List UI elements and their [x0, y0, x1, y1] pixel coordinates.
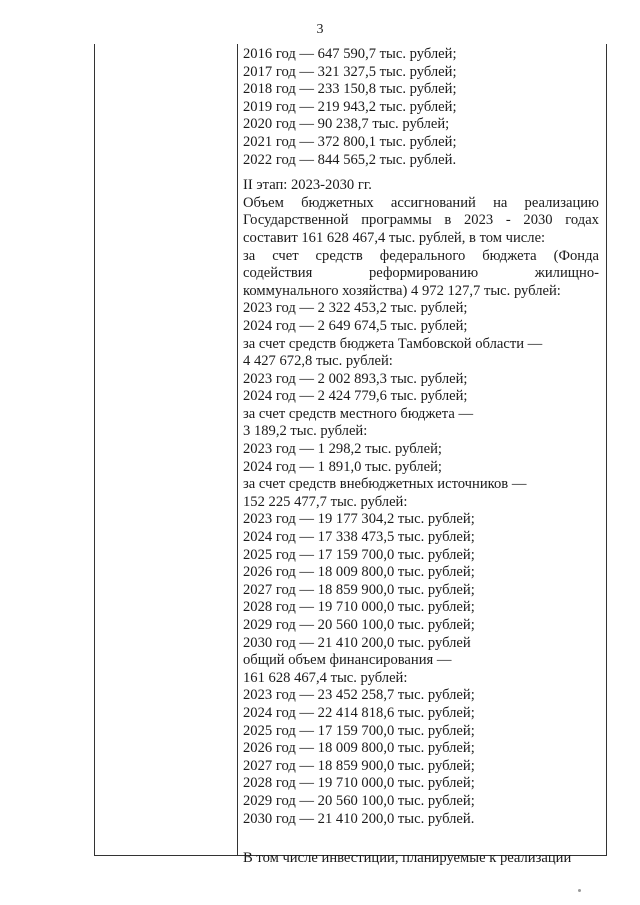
overall-total: 161 628 467,4 тыс. рублей: [243, 669, 408, 686]
word: счет [272, 247, 299, 264]
stage1-year-line: 2021 год — 372 800,1 тыс. рублей; [243, 133, 457, 150]
local-heading: за счет средств местного бюджета — [243, 405, 474, 422]
extrabudget-heading: за счет средств внебюджетных источников — [243, 476, 527, 493]
word: Государственной [243, 212, 349, 229]
local-total: 3 189,2 тыс. рублей: [243, 423, 368, 440]
federal-line1 [243, 248, 599, 266]
page-number: 3 [316, 22, 324, 37]
extrabudget-years-list [243, 511, 599, 652]
stage1-years-list [243, 46, 599, 169]
word: в [444, 212, 452, 229]
extrabudget-total: 152 225 477,7 тыс. рублей: [243, 493, 408, 510]
word: ассигнований [390, 194, 476, 211]
word: содействия [243, 265, 313, 282]
stage1-year-line: 2018 год — 233 150,8 тыс. рублей; [243, 81, 457, 98]
year-amount-line: 2028 год — 19 710 000,0 тыс. рублей; [243, 775, 475, 792]
federal-years-list [243, 300, 599, 335]
column-divider [237, 44, 238, 855]
regional-heading: за счет средств бюджета Тамбовской области — [243, 335, 543, 352]
stage2-intro-line1 [243, 195, 599, 213]
budget-table [94, 44, 607, 867]
year-amount-line: 2030 год — 21 410 200,0 тыс. рублей [243, 634, 471, 651]
regional-years-list [243, 371, 599, 406]
year-amount-line: 2029 год — 20 560 100,0 тыс. рублей; [243, 792, 475, 809]
word: (Фонда [553, 247, 599, 264]
scan-speck [578, 889, 581, 892]
word: бюджета [482, 247, 537, 264]
year-amount-line: 2023 год — 23 452 258,7 тыс. рублей; [243, 687, 475, 704]
year-amount-line: 2024 год — 22 414 818,6 тыс. рублей; [243, 704, 475, 721]
word: программы [361, 212, 432, 229]
stage1-year-line: 2020 год — 90 238,7 тыс. рублей; [243, 116, 450, 133]
word: Объем [243, 194, 284, 211]
word: 2023 [463, 212, 494, 229]
year-amount-line: 2024 год — 1 891,0 тыс. рублей; [243, 458, 442, 475]
federal-line3: коммунального хозяйства) 4 972 127,7 тыс. рублей: [243, 282, 561, 299]
word: реализацию [524, 194, 599, 211]
overall-heading: общий объем финансирования — [243, 652, 452, 669]
stage1-year-line: 2016 год — 647 590,7 тыс. рублей; [243, 46, 457, 62]
word: годах [565, 212, 599, 229]
word: жилищно- [534, 265, 599, 282]
table-cell-content [243, 46, 599, 868]
stage2-title: II этап: 2023-2030 гг. [243, 177, 372, 194]
year-amount-line: 2024 год — 17 338 473,5 тыс. рублей; [243, 529, 475, 546]
year-amount-line: 2028 год — 19 710 000,0 тыс. рублей; [243, 599, 475, 616]
word: на [493, 194, 508, 211]
regional-total: 4 427 672,8 тыс. рублей: [243, 353, 393, 370]
year-amount-line: 2027 год — 18 859 900,0 тыс. рублей; [243, 757, 475, 774]
local-years-list [243, 441, 599, 476]
year-amount-line: 2027 год — 18 859 900,0 тыс. рублей; [243, 581, 475, 598]
year-amount-line: 2024 год — 2 649 674,5 тыс. рублей; [243, 317, 468, 334]
year-amount-line: 2026 год — 18 009 800,0 тыс. рублей; [243, 564, 475, 581]
year-amount-line: 2029 год — 20 560 100,0 тыс. рублей; [243, 617, 475, 633]
word: бюджетных [301, 194, 374, 211]
word: федерального [379, 247, 466, 264]
stage2-intro-line2 [243, 212, 599, 230]
investments-line: В том числе инвестиции, планируемые к реализации [243, 850, 572, 867]
year-amount-line: 2030 год — 21 410 200,0 тыс. рублей. [243, 810, 475, 827]
word: реформированию [369, 265, 479, 282]
year-amount-line: 2026 год — 18 009 800,0 тыс. рублей; [243, 740, 475, 757]
year-amount-line: 2023 год — 1 298,2 тыс. рублей; [243, 441, 442, 458]
stage2-intro-line3: составит 161 628 467,4 тыс. рублей, в том числе: [243, 229, 546, 246]
federal-line2 [243, 265, 599, 283]
year-amount-line: 2025 год — 17 159 700,0 тыс. рублей; [243, 546, 475, 563]
year-amount-line: 2023 год — 2 002 893,3 тыс. рублей; [243, 370, 468, 387]
stage1-year-line: 2017 год — 321 327,5 тыс. рублей; [243, 63, 457, 80]
year-amount-line: 2024 год — 2 424 779,6 тыс. рублей; [243, 388, 468, 405]
word: - [505, 212, 511, 229]
year-amount-line: 2025 год — 17 159 700,0 тыс. рублей; [243, 722, 475, 739]
word: средств [315, 247, 363, 264]
overall-years-list [243, 687, 599, 828]
stage1-year-line: 2022 год — 844 565,2 тыс. рублей. [243, 151, 457, 168]
year-amount-line: 2023 год — 2 322 453,2 тыс. рублей; [243, 300, 468, 317]
stage1-year-line: 2019 год — 219 943,2 тыс. рублей; [243, 98, 457, 115]
word: 2030 [523, 212, 553, 229]
year-amount-line: 2023 год — 19 177 304,2 тыс. рублей; [243, 511, 475, 528]
word: за [243, 247, 256, 264]
